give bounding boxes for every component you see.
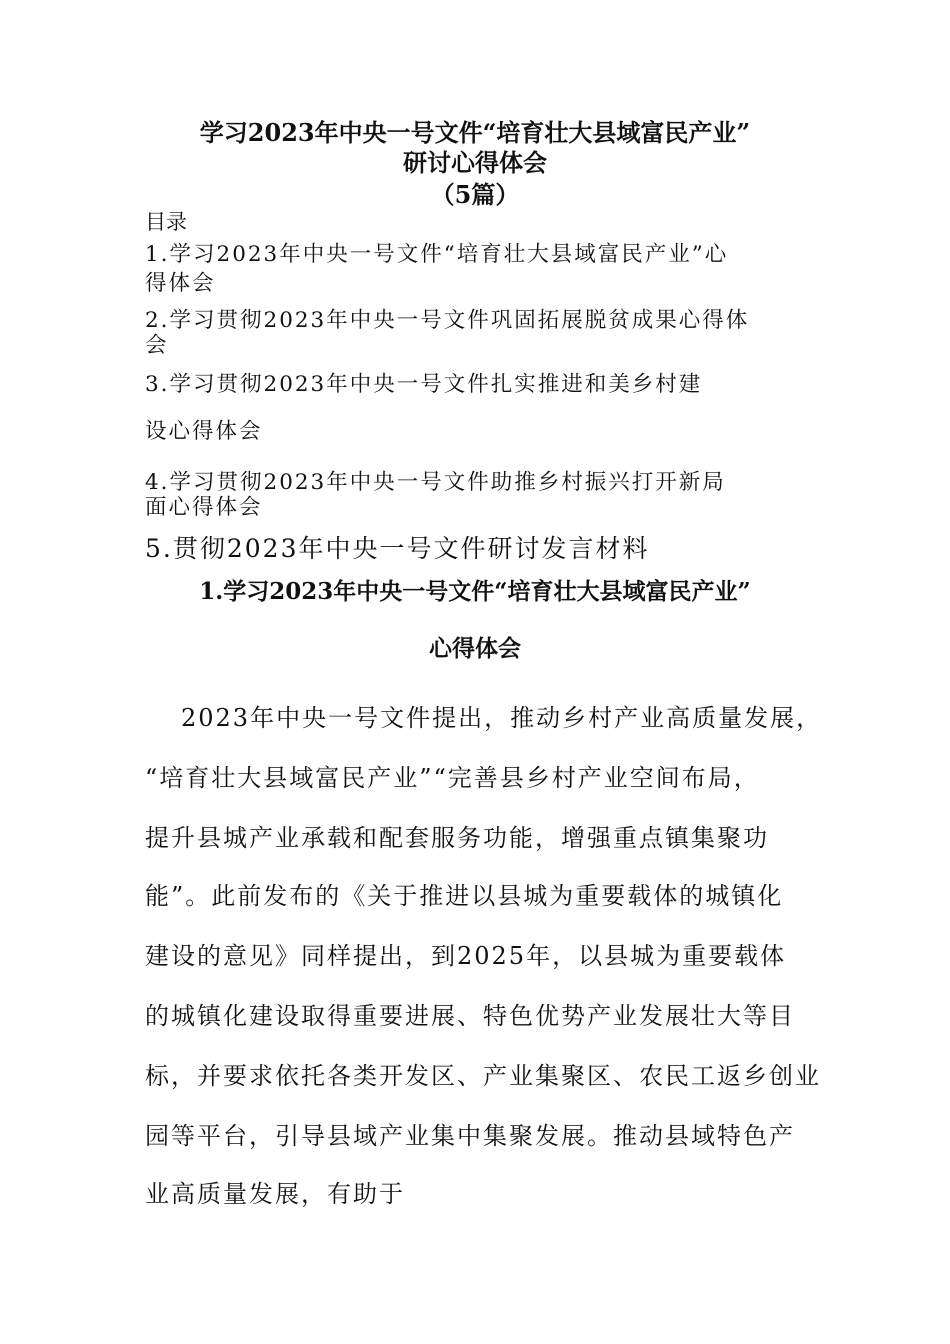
body-line-8: 园等平台，引导县域产业集中集聚发展。推动县域特色产 <box>145 1122 795 1150</box>
toc-item-5 <box>145 533 815 565</box>
toc-item-4 <box>145 468 815 522</box>
document-title-line-1: 学习2023年中央一号文件“培育壮大县域富民产业” <box>199 118 751 147</box>
body-line-9: 业高质量发展，有助于 <box>145 1180 405 1208</box>
body-line-7: 标，并要求依托各类开发区、产业集聚区、农民工返乡创业 <box>145 1062 821 1090</box>
toc-item-3-line-1: 3.学习贯彻2023年中央一号文件扎实推进和美乡村建 <box>145 372 703 397</box>
toc-item-1 <box>145 240 815 298</box>
body-line-2: “培育壮大县域富民产业”“完善县乡村产业空间布局， <box>145 764 760 792</box>
document-title-line-2: 研讨心得体会 <box>403 148 547 177</box>
body-line-3: 提升县城产业承载和配套服务功能，增强重点镇集聚功 <box>145 824 769 852</box>
toc-item-2-line-2: 会 <box>145 333 169 358</box>
toc-item-1-line-1: 1.学习2023年中央一号文件“培育壮大县域富民产业”心 <box>145 242 729 267</box>
document-title-count: （5篇） <box>430 180 520 209</box>
toc-item-4-line-1: 4.学习贯彻2023年中央一号文件助推乡村振兴打开新局 <box>145 470 726 495</box>
toc-item-2-line-1: 2.学习贯彻2023年中央一号文件巩固拓展脱贫成果心得体 <box>145 308 750 333</box>
body-line-4: 能”。此前发布的《关于推进以县城为重要载体的城镇化 <box>145 882 784 910</box>
toc-item-3 <box>145 370 815 446</box>
toc-item-4-line-2: 面心得体会 <box>145 495 263 520</box>
section-1-heading-line-1: 1.学习2023年中央一号文件“培育壮大县域富民产业” <box>199 578 751 605</box>
toc-item-3-line-2: 设心得体会 <box>145 419 263 444</box>
body-line-6: 的城镇化建设取得重要进展、特色优势产业发展壮大等目 <box>145 1002 795 1030</box>
toc-item-2 <box>145 306 815 360</box>
toc-item-1-line-2: 得体会 <box>145 271 216 296</box>
toc-label: 目录 <box>145 210 187 234</box>
body-line-5: 建设的意见》同样提出，到2025年，以县城为重要载体 <box>145 942 787 970</box>
section-1-heading-line-2: 心得体会 <box>429 635 521 662</box>
toc-item-5-line-1: 5.贯彻2023年中央一号文件研讨发言材料 <box>145 534 650 563</box>
body-line-1: 2023年中央一号文件提出，推动乡村产业高质量发展， <box>181 704 823 732</box>
